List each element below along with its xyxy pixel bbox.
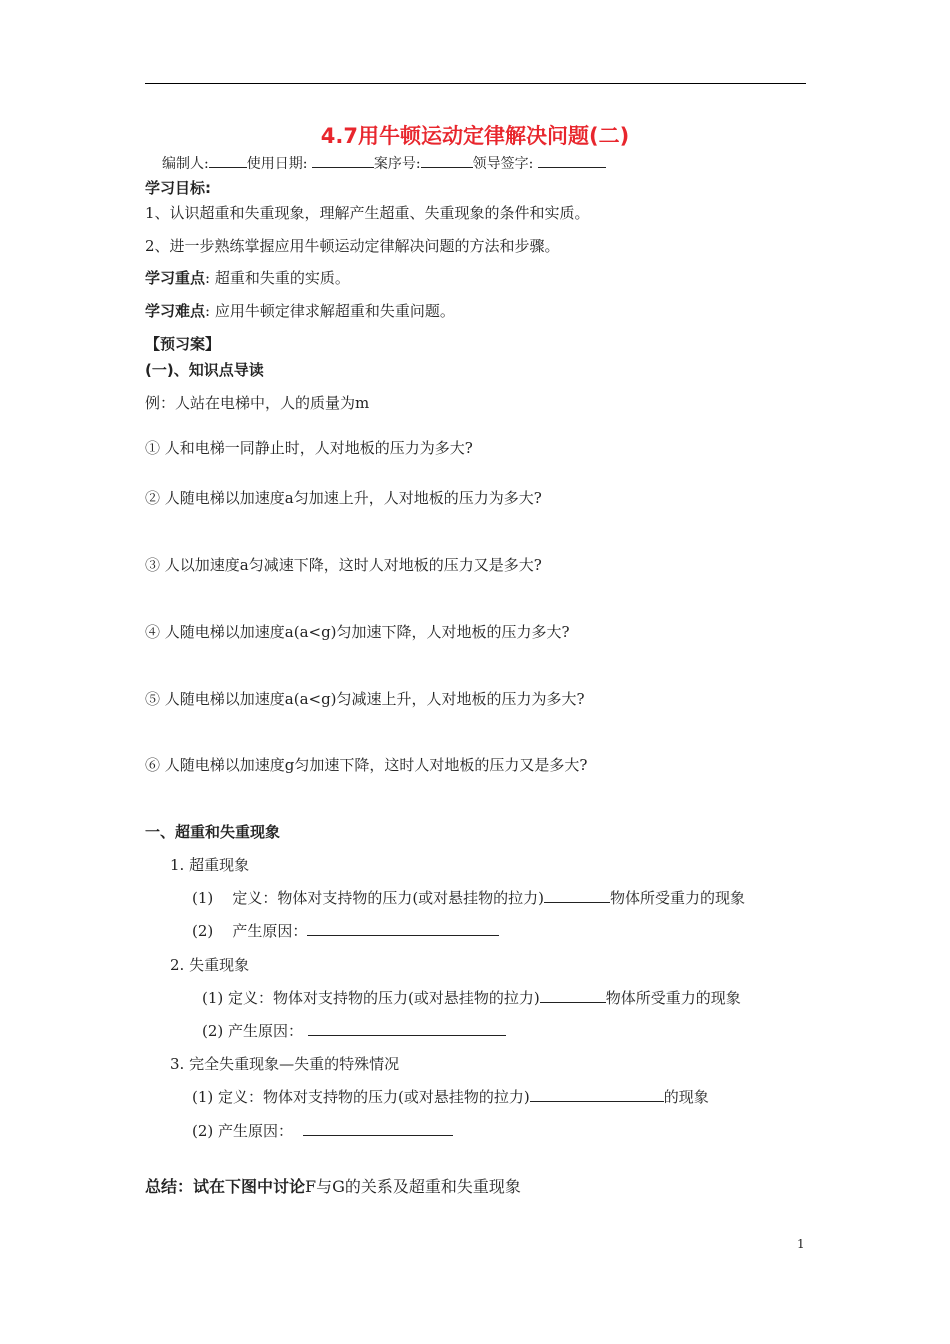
objective-item: 2、进一步熟练掌握应用牛顿运动定律解决问题的方法和步骤。	[145, 237, 560, 255]
weightless-definition	[202, 988, 741, 1008]
cause-blank	[308, 1021, 506, 1036]
overweight-title: 1. 超重现象	[170, 856, 250, 874]
def-blank	[540, 988, 606, 1003]
section1-heading: 一、超重和失重现象	[145, 823, 281, 841]
objectives-heading: 学习目标:	[145, 179, 211, 197]
preview-heading: 【预习案】	[145, 335, 221, 353]
complete-weightless-definition	[192, 1087, 709, 1107]
meta-line	[162, 153, 606, 174]
case-label: 案序号:	[373, 156, 421, 172]
summary-text: F与G的关系及超重和失重现象	[305, 1177, 521, 1196]
knowledge-heading: (一)、知识点导读	[145, 361, 264, 379]
question-item: ① 人和电梯一同静止时，人对地板的压力为多大?	[145, 439, 473, 457]
sign-label: 领导签字:	[472, 156, 534, 172]
key-point-text: : 超重和失重的实质。	[205, 269, 350, 287]
editor-blank	[209, 153, 247, 168]
example-intro: 例：人站在电梯中，人的质量为m	[145, 394, 370, 412]
cause-blank	[303, 1121, 453, 1136]
def-blank	[544, 888, 610, 903]
overweight-definition	[192, 888, 745, 908]
weightless-title: 2. 失重现象	[170, 956, 250, 974]
summary	[145, 1177, 521, 1197]
def-number: (1)	[192, 889, 214, 907]
def-text: 定义：物体对支持物的压力(或对悬挂物的拉力)	[232, 889, 545, 907]
complete-weightless-title: 3. 完全失重现象—失重的特殊情况	[170, 1055, 400, 1073]
def-blank	[530, 1087, 664, 1102]
def-text: (1) 定义：物体对支持物的压力(或对悬挂物的拉力)	[192, 1088, 530, 1106]
sign-blank	[538, 153, 606, 168]
weightless-cause	[202, 1021, 506, 1041]
question-item: ⑥ 人随电梯以加速度g匀加速下降，这时人对地板的压力又是多大?	[145, 756, 588, 774]
difficulty	[145, 301, 455, 321]
difficulty-label: 学习难点	[145, 302, 206, 320]
date-blank	[312, 153, 374, 168]
question-item: ② 人随电梯以加速度a匀加速上升，人对地板的压力为多大?	[145, 489, 542, 507]
header-rule	[145, 83, 806, 84]
editor-label: 编制人:	[162, 156, 209, 172]
summary-label: 总结：试在下图中讨论	[145, 1177, 306, 1196]
key-point	[145, 268, 350, 288]
overweight-cause	[192, 921, 499, 941]
question-item: ④ 人随电梯以加速度a(a<g)匀加速下降，人对地板的压力多大?	[145, 623, 570, 641]
key-point-label: 学习重点	[145, 269, 206, 287]
def-tail: 物体所受重力的现象	[605, 989, 741, 1007]
page-number: 1	[797, 1237, 805, 1251]
objective-item: 1、认识超重和失重现象，理解产生超重、失重现象的条件和实质。	[145, 204, 590, 222]
cause-text: 产生原因：	[232, 922, 308, 940]
cause-text: (2) 产生原因：	[192, 1122, 294, 1140]
cause-number: (2)	[192, 922, 214, 940]
date-label: 使用日期:	[246, 156, 308, 172]
case-blank	[421, 153, 473, 168]
difficulty-text: : 应用牛顿定律求解超重和失重问题。	[205, 302, 455, 320]
document-title: 4.7用牛顿运动定律解决问题(二)	[320, 124, 630, 148]
def-tail: 的现象	[663, 1088, 709, 1106]
def-text: (1) 定义：物体对支持物的压力(或对悬挂物的拉力)	[202, 989, 540, 1007]
question-item: ③ 人以加速度a匀减速下降，这时人对地板的压力又是多大?	[145, 556, 542, 574]
cause-blank	[307, 921, 499, 936]
def-tail: 物体所受重力的现象	[610, 889, 746, 907]
complete-weightless-cause	[192, 1121, 453, 1141]
cause-text: (2) 产生原因：	[202, 1022, 304, 1040]
question-item: ⑤ 人随电梯以加速度a(a<g)匀减速上升，人对地板的压力为多大?	[145, 690, 585, 708]
